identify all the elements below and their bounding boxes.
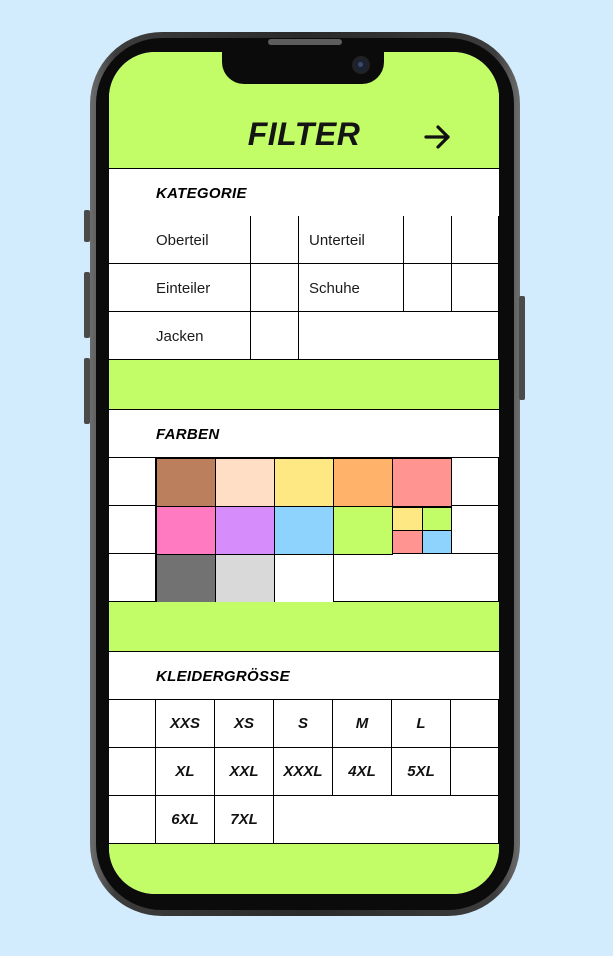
power-button	[519, 296, 525, 400]
size-row-spacer	[274, 796, 499, 844]
category-schuhe-checkbox[interactable]	[404, 264, 452, 312]
category-unterteil[interactable]	[299, 216, 404, 264]
footer-band	[109, 844, 499, 894]
category-label: Schuhe	[309, 280, 360, 297]
size-option-xxl[interactable]: XXL	[215, 748, 274, 796]
category-row-spacer	[452, 264, 499, 312]
multicolor-part	[422, 507, 452, 531]
color-swatch-yellow[interactable]	[274, 458, 334, 507]
color-swatch-light-gray[interactable]	[215, 554, 275, 603]
farben-heading	[109, 410, 499, 458]
category-jacken[interactable]	[109, 312, 251, 360]
category-label: Unterteil	[309, 232, 365, 249]
arrow-right-icon[interactable]	[423, 122, 453, 152]
multicolor-swatch[interactable]	[392, 507, 452, 554]
volume-up-button	[84, 272, 90, 338]
color-swatch-peach[interactable]	[215, 458, 275, 507]
size-option-xl[interactable]: XL	[156, 748, 215, 796]
color-row-spacer	[109, 554, 156, 602]
color-swatch-white[interactable]	[274, 554, 334, 603]
category-unterteil-checkbox[interactable]	[404, 216, 452, 264]
size-row-spacer	[109, 700, 156, 748]
category-oberteil-checkbox[interactable]	[251, 216, 299, 264]
color-swatch-lime[interactable]	[333, 506, 393, 555]
size-row-spacer	[109, 796, 156, 844]
page-title: FILTER	[247, 116, 361, 152]
volume-down-button	[84, 358, 90, 424]
color-swatch-sky-blue[interactable]	[274, 506, 334, 555]
speaker-grille	[268, 39, 342, 45]
category-label: Einteiler	[156, 280, 211, 297]
category-schuhe[interactable]	[299, 264, 404, 312]
color-swatch-violet[interactable]	[215, 506, 275, 555]
size-option-s[interactable]: S	[274, 700, 333, 748]
size-option-5xl[interactable]: 5XL	[392, 748, 451, 796]
multicolor-part	[392, 530, 423, 554]
color-row-spacer	[333, 554, 499, 602]
section-divider	[109, 360, 499, 410]
color-row-spacer	[451, 458, 499, 506]
multicolor-part	[392, 507, 423, 531]
size-option-6xl[interactable]: 6XL	[156, 796, 215, 844]
size-option-4xl[interactable]: 4XL	[333, 748, 392, 796]
groesse-title: KLEIDERGRÖSSE	[156, 668, 290, 685]
color-row-spacer	[109, 506, 156, 554]
size-option-m[interactable]: M	[333, 700, 392, 748]
color-row-spacer	[109, 458, 156, 506]
size-option-xxs[interactable]: XXS	[156, 700, 215, 748]
mute-switch	[84, 210, 90, 242]
multicolor-part	[422, 530, 452, 554]
category-einteiler-checkbox[interactable]	[251, 264, 299, 312]
color-swatch-salmon[interactable]	[392, 458, 452, 507]
color-swatch-gray[interactable]	[156, 554, 216, 603]
kategorie-heading	[109, 169, 499, 217]
size-option-xs[interactable]: XS	[215, 700, 274, 748]
size-option-l[interactable]: L	[392, 700, 451, 748]
category-label: Jacken	[156, 328, 204, 345]
color-swatch-brown[interactable]	[156, 458, 216, 507]
camera-icon	[352, 56, 370, 74]
category-row-spacer	[299, 312, 499, 360]
category-jacken-checkbox[interactable]	[251, 312, 299, 360]
size-option-xxxl[interactable]: XXXL	[274, 748, 333, 796]
color-swatch-pink[interactable]	[156, 506, 216, 555]
screen	[109, 52, 499, 894]
category-row-spacer	[452, 216, 499, 264]
size-option-7xl[interactable]: 7XL	[215, 796, 274, 844]
size-row-spacer	[109, 748, 156, 796]
notch	[222, 52, 384, 84]
color-row-spacer	[451, 506, 499, 554]
kategorie-title: KATEGORIE	[156, 185, 247, 202]
category-label: Oberteil	[156, 232, 209, 249]
size-row-spacer	[451, 700, 499, 748]
color-swatch-orange[interactable]	[333, 458, 393, 507]
farben-title: FARBEN	[156, 426, 220, 443]
category-oberteil[interactable]	[109, 216, 251, 264]
category-einteiler[interactable]	[109, 264, 251, 312]
size-row-spacer	[451, 748, 499, 796]
groesse-heading	[109, 652, 499, 700]
section-divider	[109, 602, 499, 652]
